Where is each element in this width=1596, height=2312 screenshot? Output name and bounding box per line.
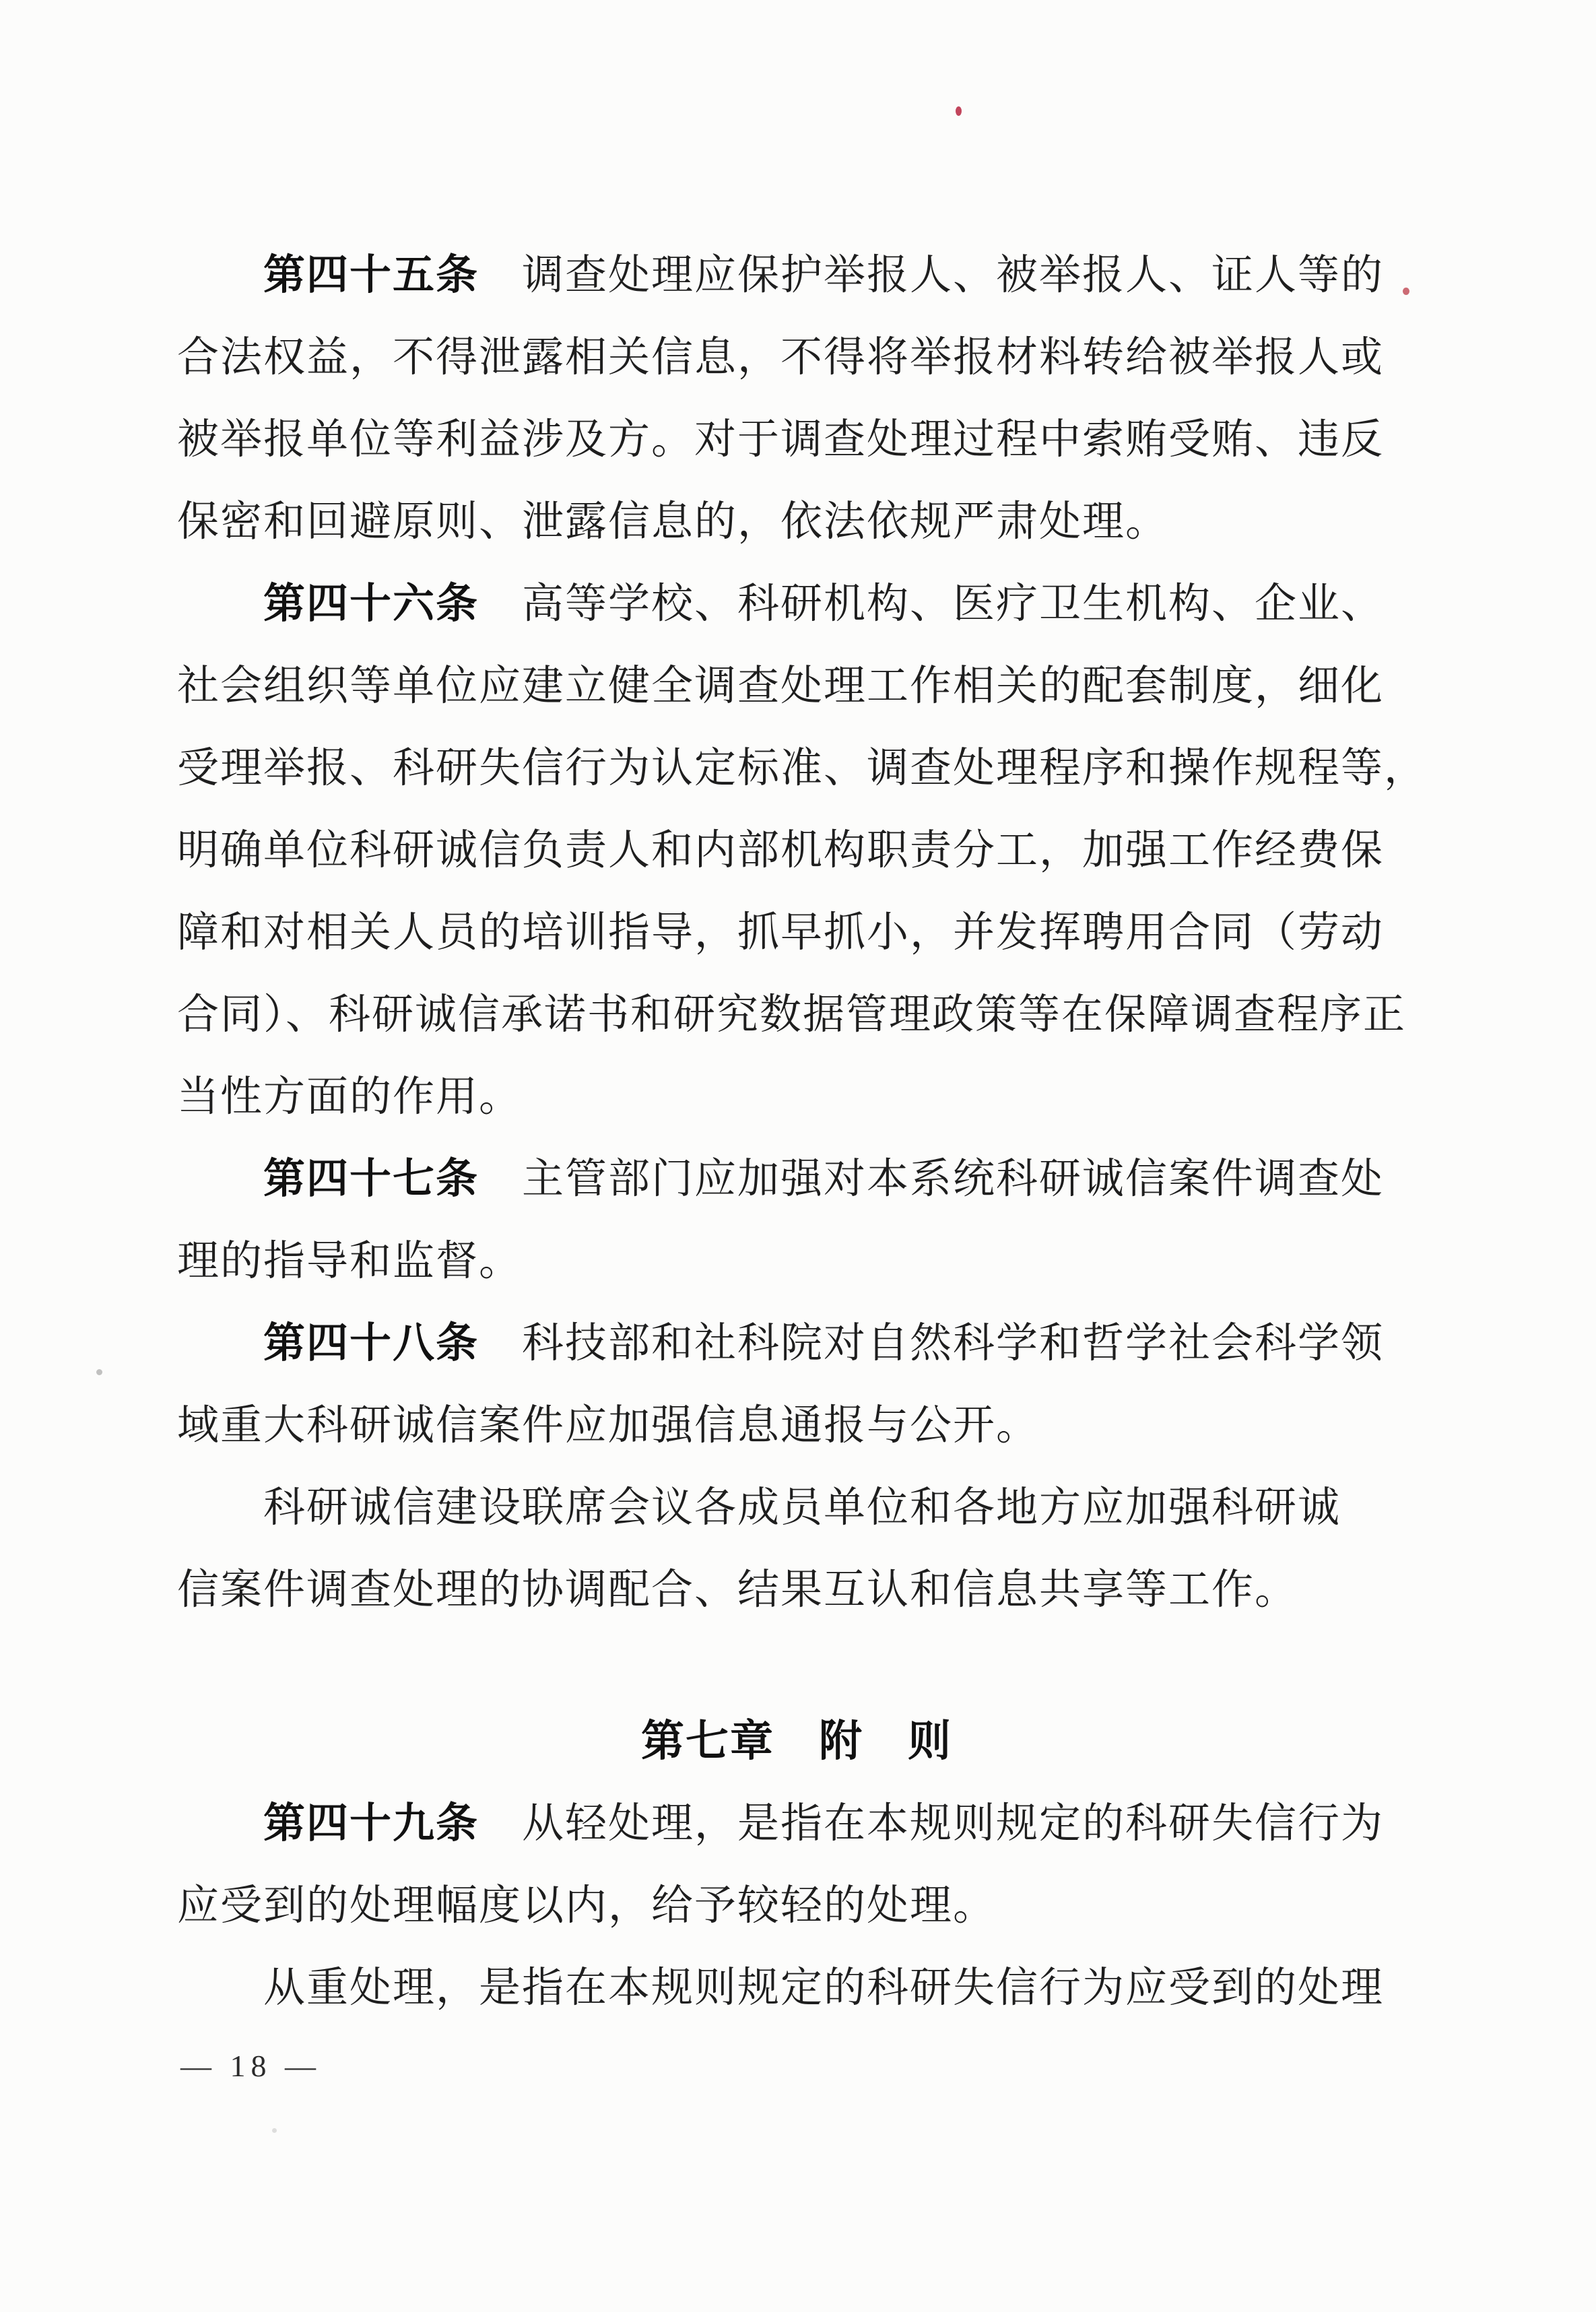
text-line: 明确单位科研诚信负责人和内部机构职责分工，加强工作经费保 <box>177 828 1385 873</box>
text-line: 信案件调查处理的协调配合、结果互认和信息共享等工作。 <box>177 1567 1298 1613</box>
text-line: 应受到的处理幅度以内，给予较轻的处理。 <box>177 1883 997 1929</box>
text-line-rest: 从轻处理，是指在本规则规定的科研失信行为 <box>522 1801 1385 1847</box>
article-number: 第四十八条 <box>263 1321 479 1366</box>
text-line: 当性方面的作用。 <box>177 1074 523 1120</box>
scan-speck-red-top <box>956 106 962 116</box>
text-line: 科研诚信建设联席会议各成员单位和各地方应加强科研诚 <box>177 1485 1341 1531</box>
text-line: 理的指导和监督。 <box>177 1238 523 1284</box>
article-number: 第四十六条 <box>263 581 479 627</box>
text-line: 保密和回避原则、泄露信息的，依法依规严肃处理。 <box>177 499 1169 545</box>
text-line-rest: 主管部门应加强对本系统科研诚信案件调查处 <box>522 1156 1385 1202</box>
text-line: 合法权益，不得泄露相关信息，不得将举报材料转给被举报人或 <box>177 335 1385 381</box>
text-line: 社会组织等单位应建立健全调查处理工作相关的配套制度，细化 <box>177 663 1385 709</box>
chapter-7-heading: 第七章 附 则 <box>641 1717 952 1765</box>
paragraph-indent <box>177 1321 263 1366</box>
article-number: 第四十九条 <box>263 1801 479 1847</box>
text-line-rest: 科技部和社科院对自然科学和哲学社会科学领 <box>522 1321 1385 1366</box>
document-body <box>177 234 1428 2029</box>
text-line-first <box>177 234 1416 317</box>
paragraph-indent <box>177 581 263 627</box>
label-separator <box>479 1156 522 1202</box>
page-number: — 18 — <box>180 2049 321 2083</box>
text-line-rest: 调查处理应保护举报人、被举报人、证人等的 <box>522 253 1385 298</box>
text-line: 合同）、科研诚信承诺书和研究数据管理政策等在保障调查程序正 <box>177 992 1407 1038</box>
text-line-rest: 高等学校、科研机构、医疗卫生机构、企业、 <box>522 581 1385 627</box>
text-line: 障和对相关人员的培训指导，抓早抓小，并发挥聘用合同（劳动 <box>177 910 1385 956</box>
text-line: 受理举报、科研失信行为认定标准、调查处理程序和操作规程等， <box>177 746 1428 791</box>
scan-speck-gray-bottom <box>272 2128 277 2133</box>
text-line-first <box>177 563 1416 645</box>
text-line: 被举报单位等利益涉及方。对于调查处理过程中索贿受贿、违反 <box>177 417 1385 463</box>
article-number: 第四十七条 <box>263 1156 479 1202</box>
label-separator <box>479 1321 522 1366</box>
article-number: 第四十五条 <box>263 253 479 298</box>
label-separator <box>479 581 522 627</box>
paragraph-indent <box>177 1801 263 1847</box>
text-line-first <box>177 1138 1416 1220</box>
text-line: 域重大科研诚信案件应加强信息通报与公开。 <box>177 1403 1040 1449</box>
text-line-first <box>177 1783 1416 1865</box>
text-line-first <box>177 1302 1416 1385</box>
text-line: 从重处理，是指在本规则规定的科研失信行为应受到的处理 <box>177 1965 1385 2011</box>
label-separator <box>479 1801 522 1847</box>
paragraph-indent <box>177 1156 263 1202</box>
paragraph-indent <box>177 253 263 298</box>
scan-speck-gray-left <box>96 1369 102 1375</box>
scan-speck-red-line1 <box>1403 288 1409 295</box>
label-separator <box>479 253 522 298</box>
